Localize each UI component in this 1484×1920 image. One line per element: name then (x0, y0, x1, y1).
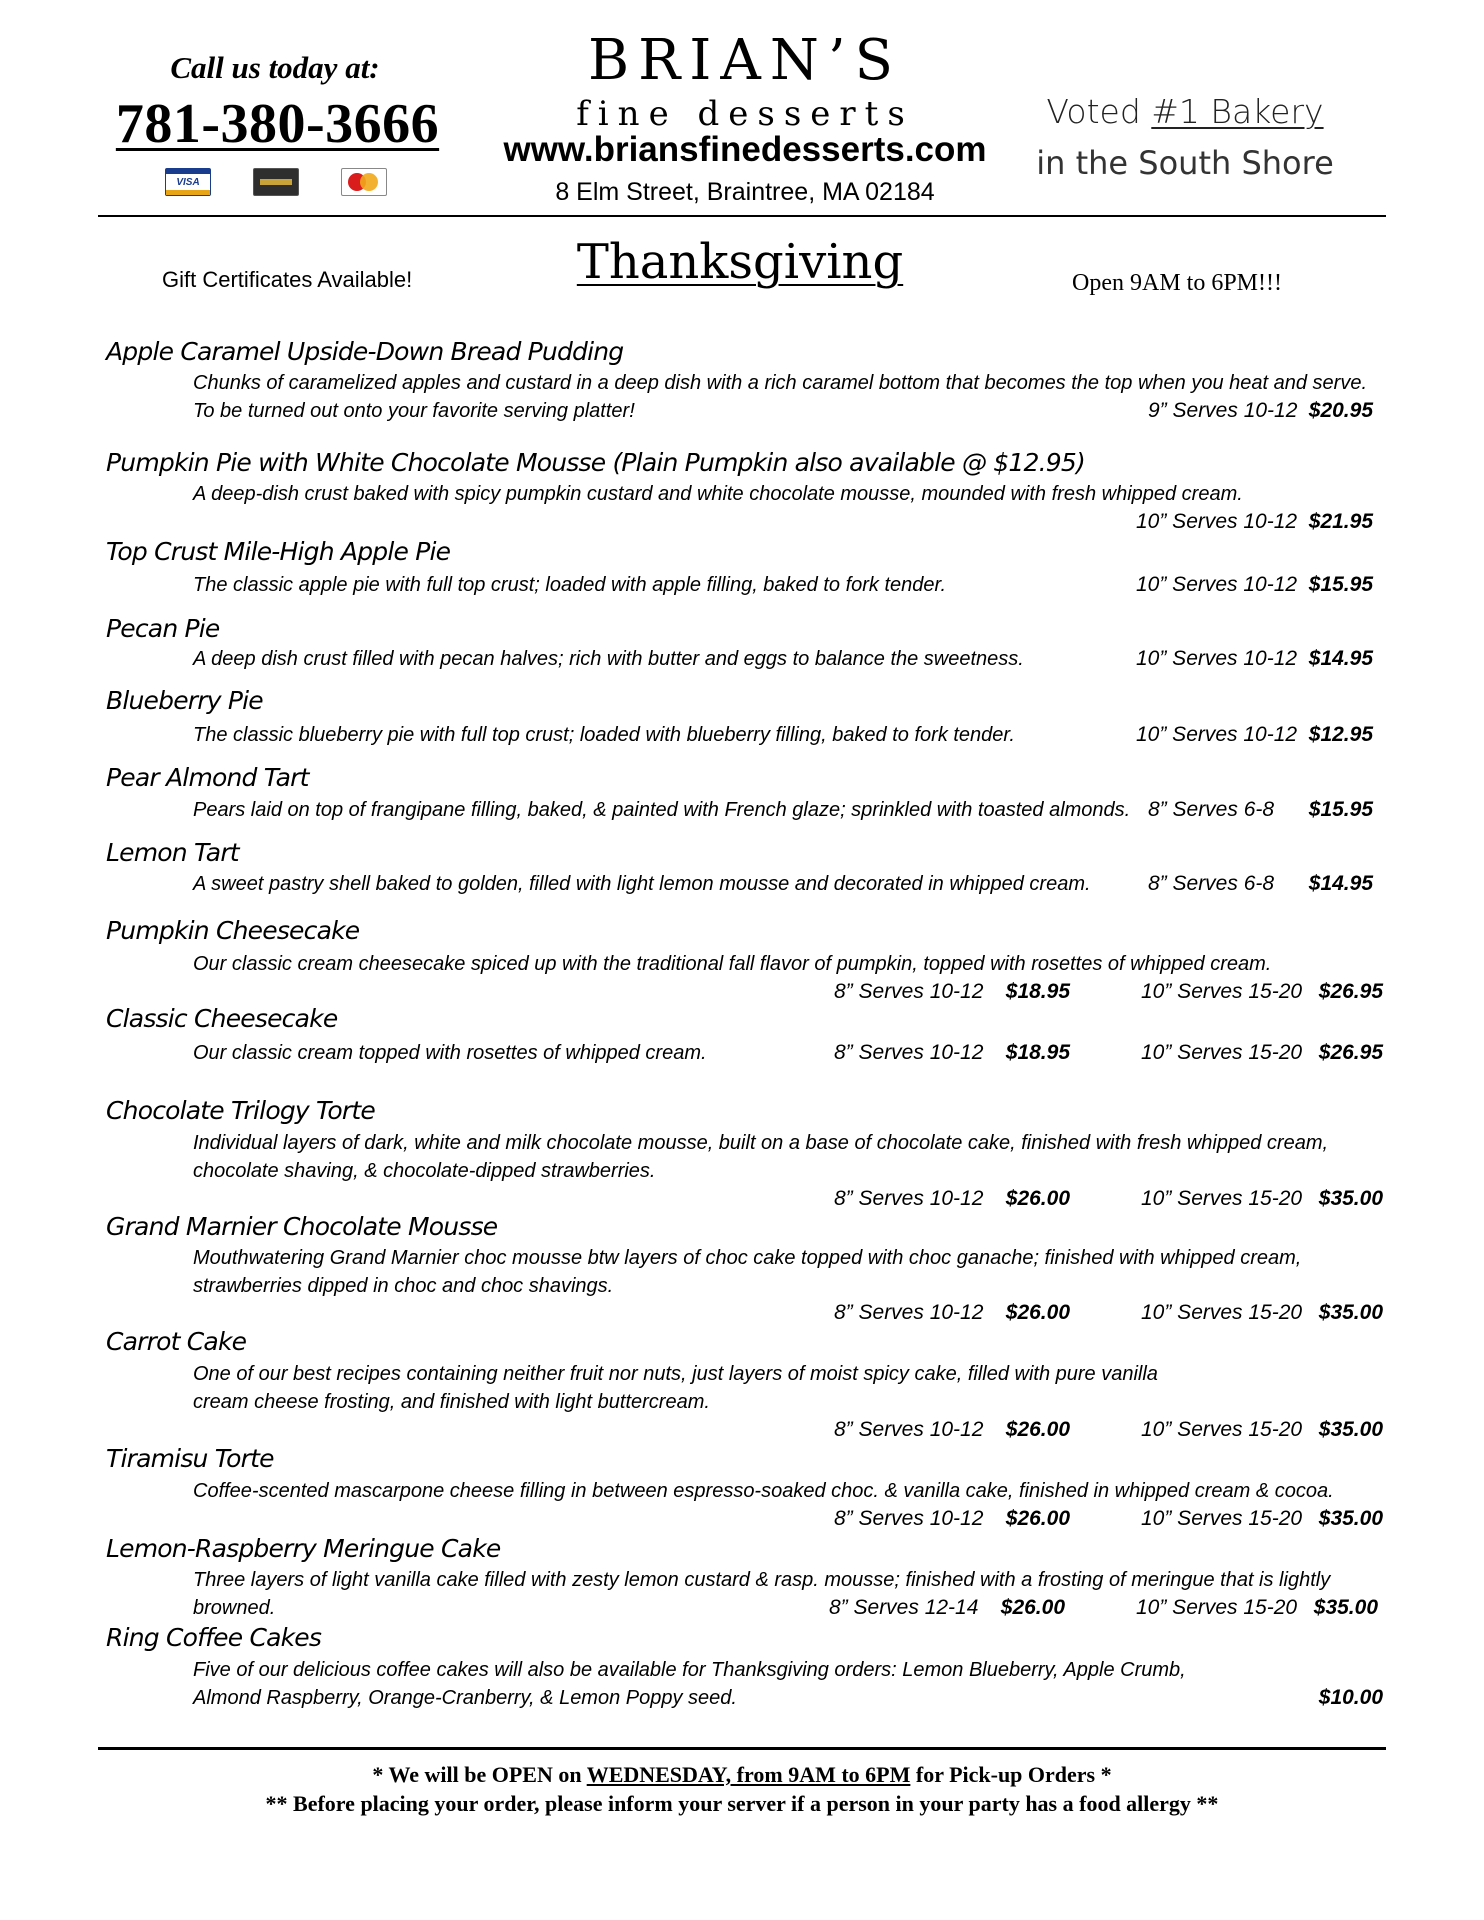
item-description: browned. (193, 1597, 276, 1619)
item-description: Pears laid on top of frangipane filling, baked, & painted with French glaze; sprinkled with toasted almonds. (193, 799, 1131, 821)
item-size: 8” Serves 12-14 (829, 1596, 979, 1619)
open-hours: Open 9AM to 6PM!!! (1072, 270, 1282, 296)
item-name: Ring Coffee Cakes (106, 1623, 322, 1652)
phone-number[interactable]: 781-380-3666 (115, 93, 440, 155)
item-price: $35.00 (1318, 1418, 1383, 1441)
visa-card-icon: VISA (165, 168, 211, 196)
item-price: $10.00 (1318, 1686, 1383, 1709)
item-name: Classic Cheesecake (106, 1004, 338, 1033)
item-price: $18.95 (1005, 980, 1070, 1003)
item-price: $26.95 (1318, 1041, 1383, 1064)
call-label: Call us today at: (170, 50, 380, 85)
footer-divider (98, 1747, 1386, 1750)
item-price: $20.95 (1308, 399, 1373, 422)
item-size: 10” Serves 15-20 (1141, 1507, 1303, 1530)
item-size: 10” Serves 15-20 (1141, 1187, 1303, 1210)
item-description: Almond Raspberry, Orange-Cranberry, & Lemon Poppy seed. (193, 1687, 737, 1709)
item-price: $14.95 (1308, 647, 1373, 670)
item-size: 8” Serves 10-12 (834, 1301, 984, 1324)
item-description: Coffee-scented mascarpone cheese filling in between espresso-soaked choc. & vanilla cake, finished in whipped cream & cocoa. (193, 1480, 1334, 1502)
header-divider (98, 215, 1386, 217)
item-name: Pumpkin Cheesecake (106, 916, 360, 945)
item-description: Three layers of light vanilla cake filled with zesty lemon custard & rasp. mousse; finished with a frosting of meringue that is lightly (193, 1569, 1331, 1591)
item-description: To be turned out onto your favorite serving platter! (193, 400, 635, 422)
item-description: Five of our delicious coffee cakes will also be available for Thanksgiving orders: Lemon Blueberry, Apple Crumb, (193, 1659, 1186, 1681)
address: 8 Elm Street, Braintree, MA 02184 (555, 178, 935, 206)
item-price: $26.00 (1005, 1187, 1070, 1210)
voted-rank: #1 Bakery (1151, 92, 1324, 131)
item-price: $26.00 (1005, 1418, 1070, 1441)
brand-subtitle: fine desserts (576, 94, 914, 134)
item-name: Pear Almond Tart (106, 763, 309, 792)
item-name: Grand Marnier Chocolate Mousse (106, 1212, 498, 1241)
item-size: 9” Serves 10-12 (1148, 399, 1298, 422)
item-price: $35.00 (1318, 1187, 1383, 1210)
item-size: 8” Serves 10-12 (834, 980, 984, 1003)
item-price: $21.95 (1308, 510, 1373, 533)
item-name: Carrot Cake (106, 1327, 247, 1356)
gift-certificates-note: Gift Certificates Available! (162, 267, 413, 292)
item-description: strawberries dipped in choc and choc shavings. (193, 1275, 614, 1297)
item-size: 8” Serves 10-12 (834, 1418, 984, 1441)
item-size: 8” Serves 6-8 (1148, 798, 1275, 821)
item-size: 10” Serves 10-12 (1136, 510, 1298, 533)
item-size: 10” Serves 15-20 (1141, 1041, 1303, 1064)
credit-card-icon (253, 168, 299, 196)
voted-region: in the South Shore (1036, 144, 1334, 182)
item-description: Our classic cream topped with rosettes of whipped cream. (193, 1042, 707, 1064)
brand-name: BRIAN’S (587, 28, 903, 93)
item-description: chocolate shaving, & chocolate-dipped strawberries. (193, 1160, 656, 1182)
item-price: $18.95 (1005, 1041, 1070, 1064)
voted-badge: Voted #1 Bakery (1046, 92, 1324, 131)
item-description: A sweet pastry shell baked to golden, filled with light lemon mousse and decorated in whipped cream. (193, 873, 1091, 895)
item-price: $14.95 (1308, 872, 1373, 895)
item-size: 10” Serves 15-20 (1141, 1418, 1303, 1441)
item-description: Our classic cream cheesecake spiced up with the traditional fall flavor of pumpkin, topped with rosettes of whipped cream. (193, 953, 1272, 975)
item-size: 10” Serves 15-20 (1141, 980, 1303, 1003)
item-price: $15.95 (1308, 573, 1373, 596)
item-price: $35.00 (1318, 1507, 1383, 1530)
item-price: $26.95 (1318, 980, 1383, 1003)
item-price: $26.00 (1000, 1596, 1065, 1619)
item-price: $15.95 (1308, 798, 1373, 821)
item-description: A deep dish crust filled with pecan halves; rich with butter and eggs to balance the sweetness. (193, 648, 1024, 670)
item-name: Blueberry Pie (106, 686, 263, 715)
allergy-notice: ** Before placing your order, please inform your server if a person in your party has a food allergy ** (265, 1791, 1219, 1816)
payment-cards (165, 168, 395, 196)
pickup-notice: * We will be OPEN on WEDNESDAY, from 9AM to 6PM for Pick-up Orders * (372, 1762, 1112, 1787)
item-price: $12.95 (1308, 723, 1373, 746)
item-size: 8” Serves 10-12 (834, 1041, 984, 1064)
item-name: Tiramisu Torte (106, 1444, 274, 1473)
item-name: Lemon Tart (106, 838, 239, 867)
item-description: Mouthwatering Grand Marnier choc mousse btw layers of choc cake topped with choc ganache; finished with whipped cream, (193, 1247, 1302, 1269)
item-description: The classic apple pie with full top crust; loaded with apple filling, baked to fork tender. (193, 574, 947, 596)
item-description: The classic blueberry pie with full top crust; loaded with blueberry filling, baked to fork tender. (193, 724, 1015, 746)
item-name: Top Crust Mile-High Apple Pie (106, 537, 451, 566)
mastercard-icon (341, 168, 387, 196)
item-size: 10” Serves 15-20 (1141, 1301, 1303, 1324)
item-name: Lemon-Raspberry Meringue Cake (106, 1534, 501, 1563)
item-price: $26.00 (1005, 1507, 1070, 1530)
item-size: 10” Serves 10-12 (1136, 647, 1298, 670)
website-link[interactable]: www.briansfinedesserts.com (503, 130, 987, 169)
item-description: cream cheese frosting, and finished with light buttercream. (193, 1391, 710, 1413)
item-size: 10” Serves 10-12 (1136, 573, 1298, 596)
item-size: 8” Serves 10-12 (834, 1507, 984, 1530)
item-size: 10” Serves 10-12 (1136, 723, 1298, 746)
item-size: 8” Serves 10-12 (834, 1187, 984, 1210)
item-size: 8” Serves 6-8 (1148, 872, 1275, 895)
page-title: Thanksgiving (576, 234, 904, 290)
item-name: Chocolate Trilogy Torte (106, 1096, 375, 1125)
item-description: Chunks of caramelized apples and custard in a deep dish with a rich caramel bottom that becomes the top when you heat and serve. (193, 372, 1368, 394)
item-size: 10” Serves 15-20 (1136, 1596, 1298, 1619)
item-name: Apple Caramel Upside-Down Bread Pudding (106, 337, 624, 366)
item-description: One of our best recipes containing neither fruit nor nuts, just layers of moist spicy cake, filled with pure vanilla (193, 1363, 1158, 1385)
item-name: Pumpkin Pie with White Chocolate Mousse (Plain Pumpkin also available @ $12.95) (106, 448, 1085, 477)
item-price: $35.00 (1318, 1301, 1383, 1324)
item-name: Pecan Pie (106, 614, 220, 643)
item-description: A deep-dish crust baked with spicy pumpkin custard and white chocolate mousse, mounded with fresh whipped cream. (193, 483, 1243, 505)
item-price: $35.00 (1313, 1596, 1378, 1619)
item-description: Individual layers of dark, white and milk chocolate mousse, built on a base of chocolate cake, finished with fresh whipped cream, (193, 1132, 1329, 1154)
item-price: $26.00 (1005, 1301, 1070, 1324)
